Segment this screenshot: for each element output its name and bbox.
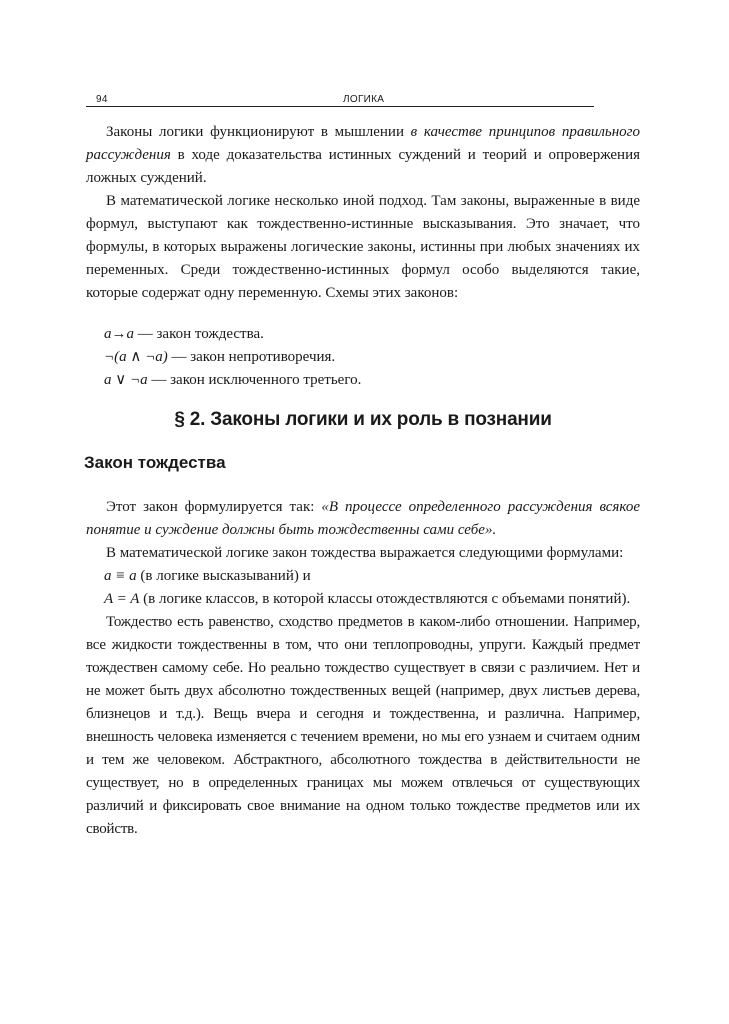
law-schemes-list bbox=[86, 323, 640, 392]
paragraph-text: Законы логики функционируют в мышлении bbox=[106, 124, 411, 140]
law-scheme-excluded-middle bbox=[104, 369, 640, 392]
law-scheme-identity bbox=[104, 323, 640, 346]
identity-formula-classes bbox=[86, 588, 640, 611]
paragraph-laws-function bbox=[86, 121, 640, 190]
formula-symbol: ¬(a ∧ ¬a) bbox=[104, 349, 168, 365]
page-number: 94 bbox=[96, 94, 108, 105]
paragraph-identity-explained: Тождество есть равенство, сходство предметов в каком-либо отношении. Например, все жидкости тождественны в том, что они теплопроводны, упруги. Каждый предмет тождествен самому себе. Но реально тождество существует в связи с различием. Нет и не может быть двух абсолютно тождественных вещей (например, двух листьев дерева, близнецов и т.д.). Вещь вчера и сегодня и тождественна, и различна. Например, внешность человека изменяется с течением времени, но мы его узнаем и считаем одним и тем же человеком. Абстрактного, абсолютного тождества в действительности не существует, но в определенных границах мы можем отвлечься от существующих различий и фиксировать свое внимание на одном только тождестве предметов или их свойств. bbox=[86, 614, 640, 837]
running-title: ЛОГИКА bbox=[343, 94, 385, 105]
running-header bbox=[86, 88, 640, 107]
page-body bbox=[86, 121, 640, 841]
formula-description: — закон непротиворечия. bbox=[167, 349, 336, 365]
subsection-heading: Закон тождества bbox=[84, 453, 226, 472]
formula-description: (в логике классов, в которой классы отождествляются с объемами понятий). bbox=[139, 591, 631, 607]
formula-description: (в логике высказываний) и bbox=[136, 568, 311, 584]
paragraph-math-logic-approach: В математической логике несколько иной подход. Там законы, выраженные в виде формул, выступают как тождественно-истинные высказывания. Это значает, что формулы, в которых выражены логические законы, истинны при любых значениях их переменных. Среди тождественно-истинных формул особо выделяются такие, которые содержат одну переменную. Схемы этих законов: bbox=[86, 193, 640, 301]
formula-description: — закон исключенного третьего. bbox=[147, 372, 362, 388]
formula-symbol: a→a bbox=[104, 326, 134, 342]
paragraph-identity-math: В математической логике закон тождества выражается следующими формулами: bbox=[106, 545, 624, 561]
section-heading: § 2. Законы логики и их роль в познании bbox=[174, 409, 552, 430]
formula-symbol: a ∨ ¬a bbox=[104, 372, 148, 388]
paragraph-identity-formulation bbox=[86, 496, 640, 542]
emphasis-text: в качестве принципов правильного рассуждения bbox=[86, 124, 640, 163]
formula-description: — закон тождества. bbox=[134, 326, 264, 342]
paragraph-text: Этот закон формулируется так: bbox=[106, 499, 322, 515]
spacer bbox=[86, 476, 640, 496]
emphasis-text: «В процессе определенного рассуждения всякое понятие и суждение должны быть тождественны сами себе». bbox=[86, 499, 640, 538]
header-rule-end bbox=[594, 104, 644, 107]
book-page bbox=[86, 88, 640, 841]
formula-symbol: a ≡ a bbox=[104, 568, 137, 584]
identity-formula-propositional bbox=[86, 565, 640, 588]
paragraph-text: в ходе доказательства истинных суждений и теорий и опровержения ложных суждений. bbox=[86, 147, 640, 186]
law-scheme-noncontradiction bbox=[104, 346, 640, 369]
formula-symbol: A = A bbox=[104, 591, 140, 607]
